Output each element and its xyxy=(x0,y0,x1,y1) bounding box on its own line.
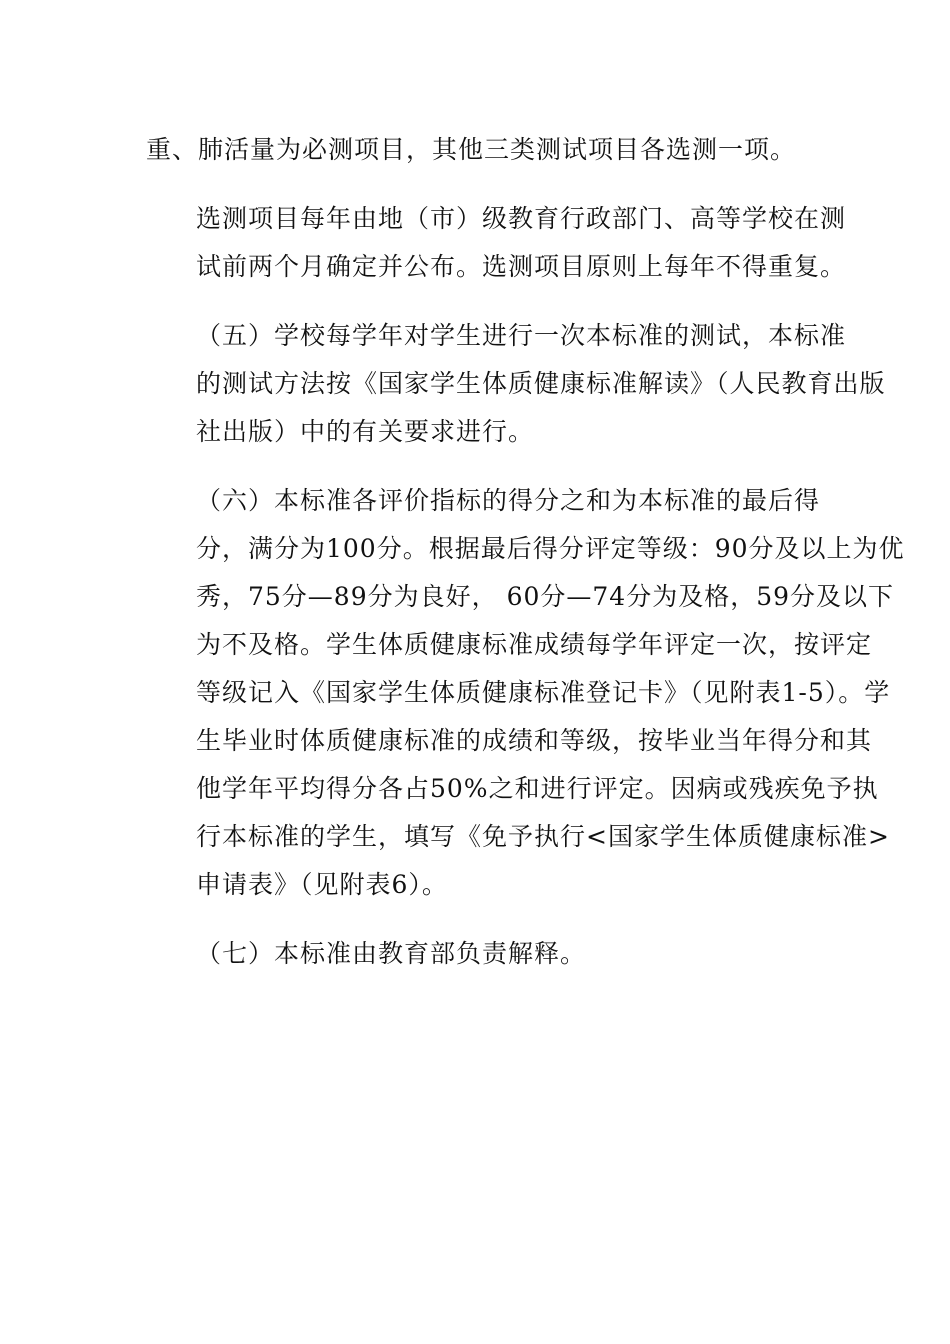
text-line: （六）本标准各评价指标的得分之和为本标准的最后得 xyxy=(196,486,821,515)
paragraph-item-five xyxy=(146,312,886,456)
text-line: 秀，75分—89分为良好， 60分—74分为及格，59分及以下 xyxy=(196,582,895,611)
paragraph-elective-items xyxy=(146,195,847,291)
paragraph-continuation xyxy=(146,126,808,174)
document-body xyxy=(146,126,905,978)
paragraph-item-six xyxy=(146,477,905,909)
text-line: 生毕业时体质健康标准的成绩和等级，按毕业当年得分和其 xyxy=(196,726,873,755)
text-line: 等级记入《国家学生体质健康标准登记卡》（见附表1-5）。学 xyxy=(196,678,891,707)
paragraph-item-seven xyxy=(146,930,808,978)
text-line: 选测项目每年由地（市）级教育行政部门、高等学校在测 xyxy=(196,204,847,233)
text-line: 社出版）中的有关要求进行。 xyxy=(196,417,535,446)
text-line: 他学年平均得分各占50%之和进行评定。因病或残疾免予执 xyxy=(196,774,879,803)
text-line: （五）学校每学年对学生进行一次本标准的测试，本标准 xyxy=(196,321,847,350)
text-line: 行本标准的学生，填写《免予执行<国家学生体质健康标准> xyxy=(196,822,890,851)
text-line: 申请表》（见附表6）。 xyxy=(196,870,448,899)
text-line: 为不及格。学生体质健康标准成绩每学年评定一次，按评定 xyxy=(196,630,873,659)
text-line: （七）本标准由教育部负责解释。 xyxy=(196,939,587,968)
text-line: 试前两个月确定并公布。选测项目原则上每年不得重复。 xyxy=(196,252,847,281)
text-line: 的测试方法按《国家学生体质健康标准解读》（人民教育出版 xyxy=(196,369,886,398)
text-line: 分，满分为100分。根据最后得分评定等级：90分及以上为优 xyxy=(196,534,905,563)
text-line: 重、肺活量为必测项目，其他三类测试项目各选测一项。 xyxy=(146,135,797,164)
